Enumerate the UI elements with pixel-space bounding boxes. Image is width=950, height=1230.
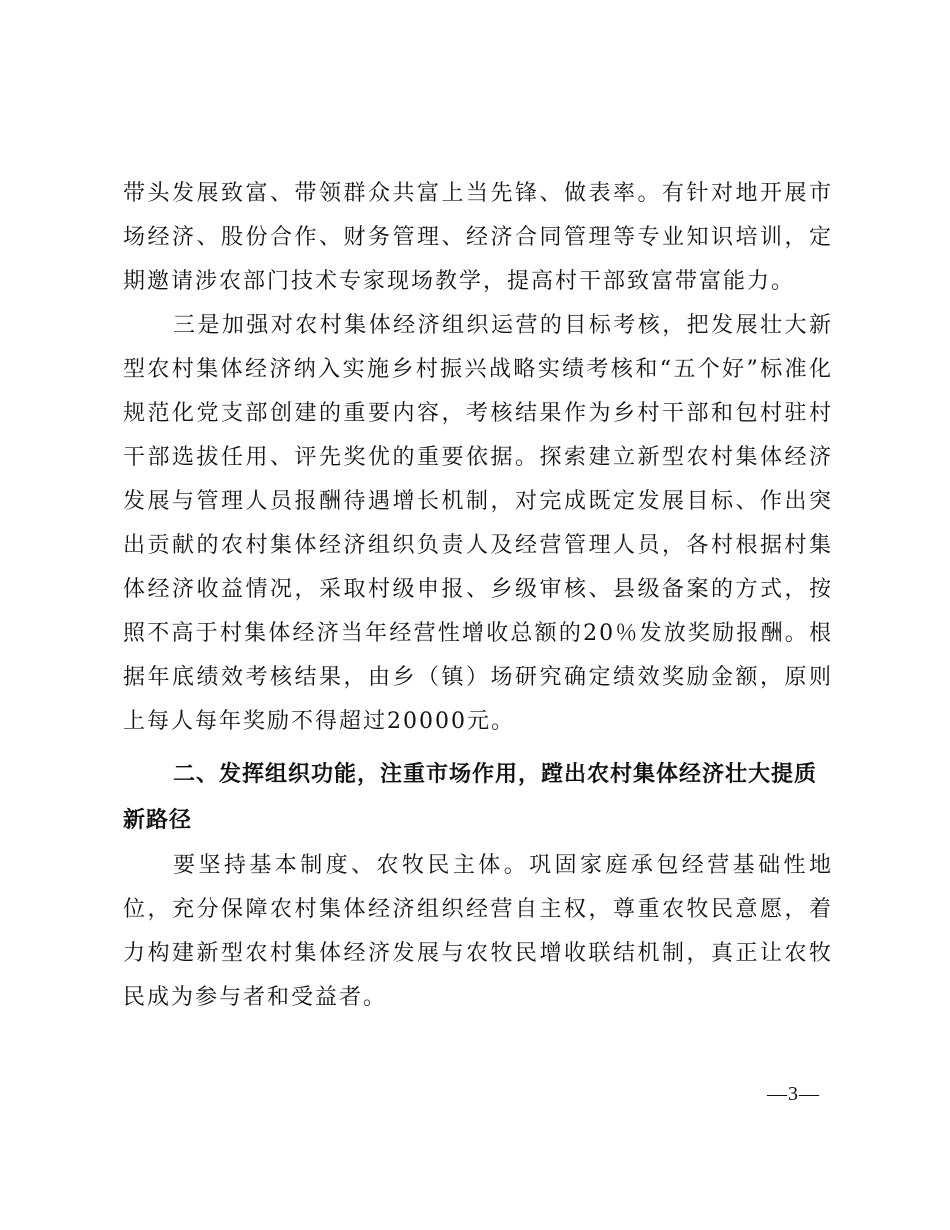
section-heading: 二、发挥组织功能，注重市场作用，蹚出农村集体经济壮大提质新路径: [123, 762, 818, 833]
body-paragraph-continued: 带头发展致富、带领群众共富上当先锋、做表率。有针对地开展市场经济、股份合作、财务管理、经济合同管理等专业知识培训，定期邀请涉农部门技术专家现场教学，提高村干部致富带富能力。: [123, 181, 833, 294]
body-paragraph-principles: 要坚持基本制度、农牧民主体。巩固家庭承包经营基础性地位，充分保障农村集体经济组织经营自主权，尊重农牧民意愿，着力构建新型农村集体经济发展与农牧民增收联结机制，真正让农牧民成为参与者和受益者。: [123, 853, 833, 1010]
document-body: [123, 172, 833, 1020]
page-number: —3—: [767, 1083, 820, 1105]
body-paragraph-assessment: 三是加强对农村集体经济组织运营的目标考核，把发展壮大新型农村集体经济纳入实施乡村振兴战略实绩考核和“五个好”标准化规范化党支部创建的重要内容，考核结果作为乡村干部和包村驻村干部选拔任用、评先奖优的重要依据。探索建立新型农村集体经济发展与管理人员报酬待遇增长机制，对完成既定发展目标、作出突出贡献的农村集体经济组织负责人及经营管理人员，各村根据村集体经济收益情况，采取村级申报、乡级审核、县级备案的方式，按照不高于村集体经济当年经营性增收总额的20％发放奖励报酬。根据年底绩效考核结果，由乡（镇）场研究确定绩效奖励金额，原则上每人每年奖励不得超过20000元。: [123, 313, 833, 734]
